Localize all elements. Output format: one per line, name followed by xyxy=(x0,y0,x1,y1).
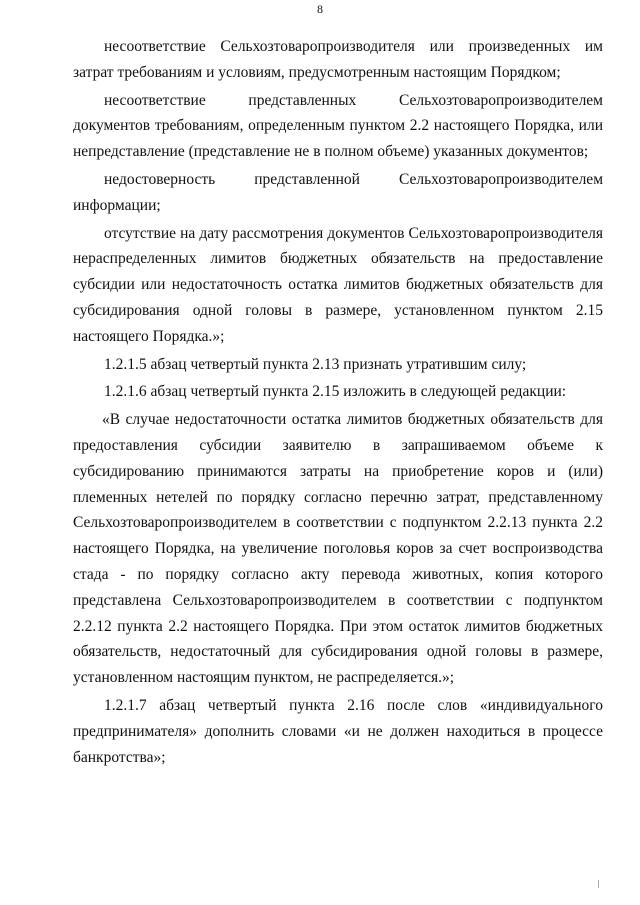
paragraph-quoted-redaction: «В случае недостаточности остатка лимитов бюджетных обязательств для предоставления субсидии заявителю в запрашиваемом объеме к субсидированию принимаются затраты на приобретение коров и (или) племенных нетелей по порядку согласно перечню затрат, представленному Сельхозтоваропроизводителем в соответствии с подпунктом 2.2.13 пункта 2.2 настоящего Порядка, на увеличение поголовья коров за счет воспроизводства стада - по порядку согласно акту перевода животных, копия которого представлена Сельхозтоваропроизводителем в соответствии с подпунктом 2.2.12 пункта 2.2 настоящего Порядка. При этом остаток лимитов бюджетных обязательств, недостаточный для субсидирования одной головы в размере, установленном настоящим пунктом, не распределяется.»; xyxy=(73,411,603,687)
scan-artifact-mark xyxy=(598,880,599,888)
paragraph-nonconformity-documents: несоответствие представленных Сельхозтоваропроизводителем документов требованиям, определенным пунктом 2.2 настоящего Порядка, или непредставление (представление не в полном объеме) указанных документов; xyxy=(73,91,603,161)
paragraph-item-1-2-1-6: 1.2.1.6 абзац четвертый пункта 2.15 изложить в следующей редакции: xyxy=(104,383,567,401)
paragraph-item-1-2-1-7: 1.2.1.7 абзац четвертый пункта 2.16 после слов «индивидуального предпринимателя» дополнить словами «и не должен находиться в процессе банкротства»; xyxy=(73,696,603,766)
paragraph-inaccurate-information: недостоверность представленной Сельхозтоваропроизводителем информации; xyxy=(73,170,603,214)
paragraph-item-1-2-1-5: 1.2.1.5 абзац четвертый пункта 2.13 признать утратившим силу; xyxy=(104,355,527,373)
document-body xyxy=(73,34,603,772)
page-number: 8 xyxy=(317,2,323,16)
paragraph-absence-of-limits: отсутствие на дату рассмотрения документов Сельхозтоваропроизводителя нераспределенных лимитов бюджетных обязательств на предоставление субсидии или недостаточность остатка лимитов бюджетных обязательств для субсидирования одной головы в размере, установленном пунктом 2.15 настоящего Порядка.»; xyxy=(73,224,603,345)
paragraph-nonconformity-producer: несоответствие Сельхозтоваропроизводителя или произведенных им затрат требованиям и условиям, предусмотренным настоящим Порядком; xyxy=(73,38,603,81)
